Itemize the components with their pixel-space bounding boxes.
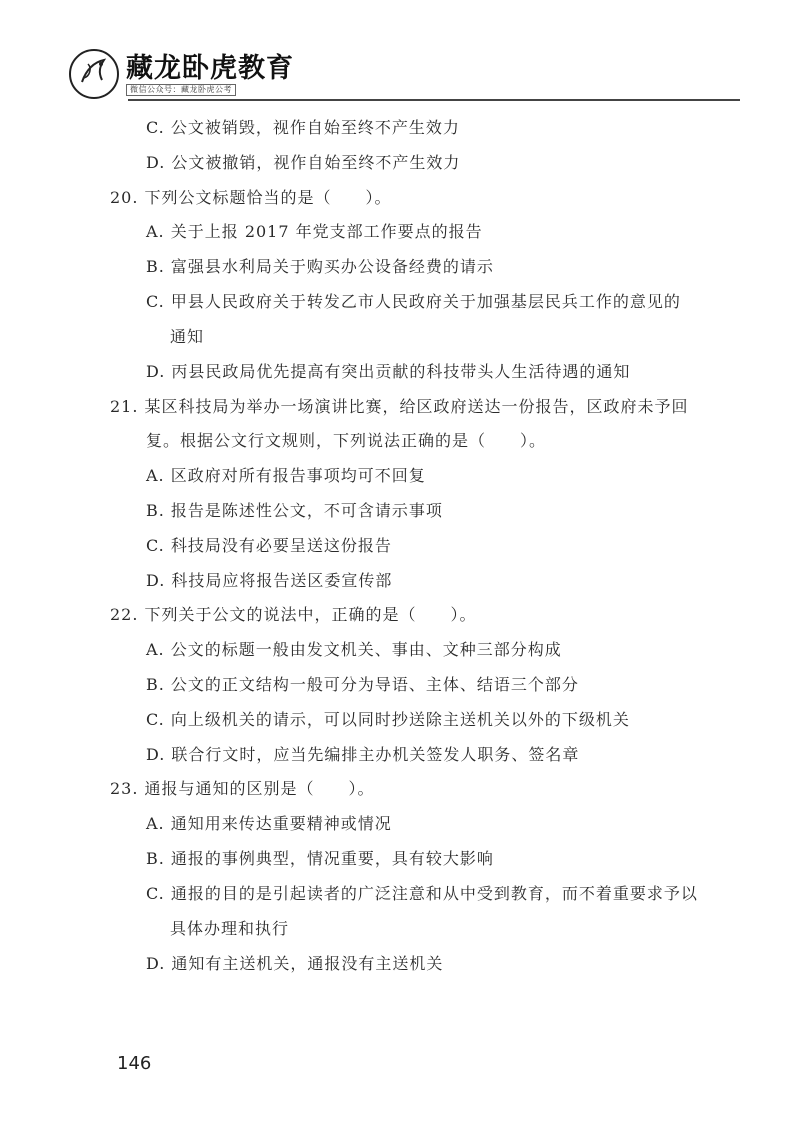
option-line: C. 通报的目的是引起读者的广泛注意和从中受到教育，而不着重要求予以 [146, 884, 698, 903]
question-continuation: 复。根据公文行文规则，下列说法正确的是（ ）。 [146, 431, 547, 450]
option-line: D. 科技局应将报告送区委宣传部 [146, 571, 393, 590]
question-line: 21. 某区科技局为举办一场演讲比赛，给区政府送达一份报告，区政府未予回 [110, 397, 689, 416]
option-line: A. 公文的标题一般由发文机关、事由、文种三部分构成 [146, 640, 562, 659]
option-continuation: 具体办理和执行 [170, 919, 290, 938]
option-line: D. 公文被撤销，视作自始至终不产生效力 [146, 153, 461, 172]
option-line: C. 甲县人民政府关于转发乙市人民政府关于加强基层民兵工作的意见的 [146, 292, 681, 311]
brand-subtitle: 微信公众号：藏龙卧虎公考 [126, 84, 236, 96]
option-line: C. 公文被销毁，视作自始至终不产生效力 [146, 118, 460, 137]
header-rule [128, 99, 740, 101]
page-header [68, 44, 800, 104]
option-line: B. 报告是陈述性公文，不可含请示事项 [146, 501, 443, 520]
option-line: B. 公文的正文结构一般可分为导语、主体、结语三个部分 [146, 675, 579, 694]
question-line: 20. 下列公文标题恰当的是（ ）。 [110, 188, 392, 207]
option-line: D. 通知有主送机关，通报没有主送机关 [146, 954, 444, 973]
option-line: C. 向上级机关的请示，可以同时抄送除主送机关以外的下级机关 [146, 710, 630, 729]
brand-logo-icon [68, 48, 120, 100]
option-line: A. 关于上报 2017 年党支部工作要点的报告 [146, 222, 483, 241]
page-number: 146 [117, 1053, 152, 1074]
option-line: D. 联合行文时，应当先编排主办机关签发人职务、签名章 [146, 745, 580, 764]
option-line: B. 富强县水利局关于购买办公设备经费的请示 [146, 257, 494, 276]
question-line: 22. 下列关于公文的说法中，正确的是（ ）。 [110, 605, 477, 624]
question-line: 23. 通报与通知的区别是（ ）。 [110, 779, 375, 798]
option-line: B. 通报的事例典型，情况重要，具有较大影响 [146, 849, 494, 868]
brand-title: 藏龙卧虎教育 [126, 53, 294, 84]
option-continuation: 通知 [170, 327, 205, 346]
option-line: D. 丙县民政局优先提高有突出贡献的科技带头人生活待遇的通知 [146, 362, 631, 381]
option-line: A. 区政府对所有报告事项均可不回复 [146, 466, 426, 485]
option-line: C. 科技局没有必要呈送这份报告 [146, 536, 392, 555]
option-line: A. 通知用来传达重要精神或情况 [146, 814, 392, 833]
